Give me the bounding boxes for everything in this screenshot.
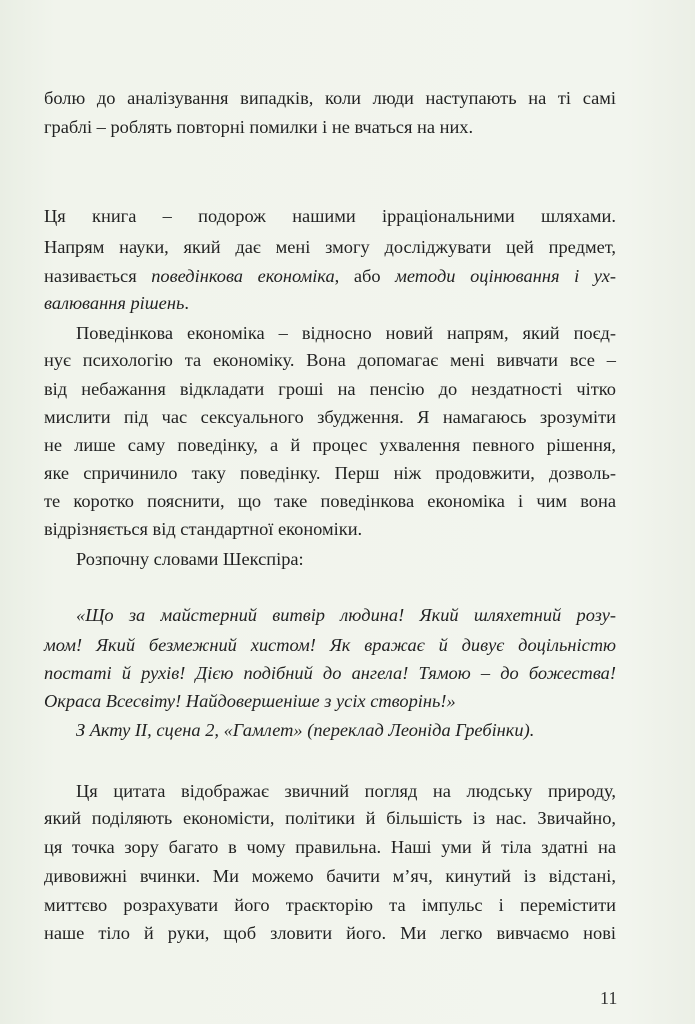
emphasis-term: поведінкова економіка (151, 266, 335, 286)
text-line: Ця цитата відображає звичний погляд на людську природу, (76, 781, 616, 801)
text-line (44, 292, 616, 314)
text-line: Поведінкова економіка – відносно новий напрям, який поєд- (76, 323, 616, 343)
text-span: . (184, 293, 189, 313)
text-line: від небажання відкладати гроші на пенсію до нездатності чітко (44, 379, 616, 399)
text-line: Ця книга – подорож нашими ірраціональними шляхами. (44, 206, 616, 226)
text-line: не лише саму поведінку, а й процес ухвалення певного рішення, (44, 435, 616, 455)
text-line: те коротко пояснити, що таке поведінкова економіка і чим вона (44, 491, 616, 511)
text-line: Напрям науки, який дає мені змогу досліджувати цей предмет, (44, 237, 616, 257)
quote-line: «Що за майстерний витвір людина! Який шляхетний розу- (76, 605, 616, 625)
text-line: миттєво розрахувати його траєкторію та імпульс і перемістити (44, 895, 616, 915)
emphasis-term: методи оцінювання і ух- (395, 266, 616, 286)
text-line: наше тіло й руки, щоб зловити його. Ми легко вивчаємо нові (44, 923, 616, 943)
text-line: яке спричинило таку поведінку. Перш ніж продовжити, дозволь- (44, 463, 616, 483)
text-line: нує психологію та економіку. Вона допомагає мені вивчати все – (44, 350, 616, 370)
text-span: , або (334, 266, 396, 286)
text-line: Розпочну словами Шекспіра: (76, 549, 304, 569)
text-line: мислити під час сексуального збудження. Я намагаюсь зрозуміти (44, 407, 616, 427)
text-line: болю до аналізування випадків, коли люди наступають на ті самі (44, 88, 616, 108)
emphasis-term: валювання рішень (44, 293, 185, 313)
quote-line: Окраса Всесвіту! Найдовершеніше з усіх створінь!» (44, 691, 456, 711)
text-line: дивовижні вчинки. Ми можемо бачити м’яч, кинутий із відстані, (44, 866, 616, 886)
text-span: називається (44, 266, 152, 286)
quote-line: постаті й рухів! Дією подібний до ангела! Тямою – до божества! (44, 663, 616, 683)
text-line (44, 265, 616, 287)
text-line: граблі – роблять повторні помилки і не вчаться на них. (44, 117, 474, 137)
quote-source: З Акту ІІ, сцена 2, «Гамлет» (переклад Леоніда Гребінки). (76, 720, 535, 740)
page-number: 11 (600, 988, 618, 1008)
text-line: ця точка зору багато в чому правильна. Наші уми й тіла здатні на (44, 837, 616, 857)
quote-line: мом! Який безмежний хистом! Як вражає й дивує доцільністю (44, 635, 616, 655)
text-line: відрізняється від стандартної економіки. (44, 519, 363, 539)
text-line: який поділяють економісти, політики й більшість із нас. Звичайно, (44, 808, 616, 828)
